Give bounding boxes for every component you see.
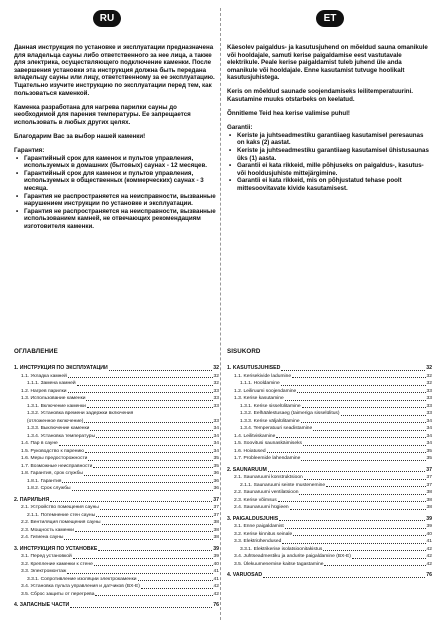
et-intro-section — [227, 44, 432, 193]
et-toc-entry — [227, 410, 432, 418]
et-toc-leader-dots — [268, 471, 425, 472]
et-toc-page-number: 42 — [426, 554, 432, 559]
ru-toc-leader-dots — [95, 595, 212, 596]
et-toc-leader-dots — [267, 452, 426, 453]
ru-toc-page-number: 34 — [213, 448, 219, 454]
ru-toc-leader-dots — [59, 445, 213, 446]
ru-toc-page-number: 36 — [213, 478, 219, 484]
ru-toc-leader-dots — [50, 501, 212, 502]
et-toc-entry — [227, 455, 432, 463]
et-toc-leader-dots — [313, 430, 425, 431]
ru-toc-page-number: 37 — [213, 496, 219, 503]
ru-toc-page-number: 34 — [213, 426, 219, 431]
ru-thanks-paragraph: Благодарим Вас за выбор нашей каменки! — [14, 132, 146, 140]
ru-toc-page-number: 38 — [213, 535, 219, 540]
ru-toc-leader-dots — [90, 430, 212, 431]
et-toc-page-number: 38 — [426, 490, 432, 495]
ru-toc-page-number: 37 — [213, 505, 219, 510]
ru-toc-leader-dots — [86, 400, 212, 401]
et-toc-leader-dots — [278, 501, 426, 502]
ru-toc-entry — [14, 591, 219, 599]
ru-toc-page-number: 38 — [213, 527, 219, 533]
ru-toc-entry-title: 1.6. Меры предосторожности — [21, 456, 88, 461]
ru-guarantee-item: • Гарантийный срок для каменок и пультов управления, используемых в общественных (коммерческих) саунах - 3 месяца. — [24, 170, 219, 193]
et-toc-leader-dots — [292, 377, 425, 378]
et-toc-leader-dots — [285, 528, 426, 529]
et-toc-page-number: 38 — [426, 505, 432, 510]
ru-toc-entry-title: 2.1.1. Потемнение стен сауны — [27, 512, 96, 518]
et-toc-leader-dots — [323, 550, 425, 551]
et-toc-entry — [227, 538, 432, 546]
et-toc-page-number: 37 — [426, 482, 432, 488]
et-toc-entry-title: 3. PAIGALDUSJUHIS — [227, 515, 279, 522]
ru-toc-entry-title: 1. ИНСТРУКЦИЯ ПО ЭКСПЛУАТАЦИИ — [14, 365, 108, 371]
ru-toc-leader-dots — [109, 370, 212, 371]
ru-toc-leader-dots — [77, 385, 213, 386]
ru-toc-page-number: 36 — [213, 486, 219, 491]
ru-toc-entry-title: 3.4. Установка пульта управления и датчиков (BX-E) — [21, 584, 140, 589]
ru-toc-leader-dots — [102, 524, 213, 525]
ru-toc-leader-dots — [84, 475, 213, 476]
ru-toc-leader-dots — [67, 573, 212, 574]
et-toc-entry-title: 1.3. Kerise kasutamine — [234, 396, 284, 401]
et-toc-leader-dots — [324, 565, 425, 566]
et-toc-entry — [227, 531, 432, 539]
et-toc-entry-title: 2.1. Saunaruumi konstruktsioon — [234, 475, 303, 480]
et-toc-entry — [227, 373, 432, 381]
et-toc-leader-dots — [279, 520, 425, 521]
et-table-of-contents — [227, 348, 432, 580]
ru-guarantee-item: • Гарантийный срок для каменок и пультов управления, используемых в домашних (бытовых) саунах - 12 месяцев. — [24, 155, 219, 170]
ru-toc-entry-title: 1.5. Руководство к парению — [21, 448, 84, 454]
ru-toc-entry-title: 3.1. Перед установкой — [21, 554, 72, 559]
ru-toc-leader-dots — [138, 580, 213, 581]
ru-toc-entry — [14, 553, 219, 561]
et-toc-entry-title: 2. SAUNARUUM — [227, 466, 267, 473]
et-toc-page-number: 37 — [426, 466, 432, 473]
et-toc-entry — [227, 482, 432, 490]
ru-toc-entry — [14, 388, 219, 396]
et-toc-entry-title: 1.5. Soovitusi saunaskäimiseks — [234, 441, 302, 446]
et-toc-entry — [227, 474, 432, 482]
ru-toc-entry — [14, 425, 219, 433]
ru-toc-page-number: 39 — [213, 554, 219, 559]
et-toc-page-number: 34 — [426, 426, 432, 431]
et-toc-page-number: 39 — [426, 524, 432, 529]
ru-toc-entry — [14, 497, 219, 505]
et-toc-entry — [227, 440, 432, 448]
et-toc-leader-dots — [293, 535, 425, 536]
et-toc-leader-dots — [299, 494, 425, 495]
et-toc-leader-dots — [285, 400, 426, 401]
ru-toc-entry — [14, 403, 219, 411]
et-toc-entry — [227, 489, 432, 497]
et-toc-leader-dots — [303, 445, 426, 446]
ru-toc-entry — [14, 410, 219, 418]
et-toc-entry-title: 1.6. Hoiatused — [234, 448, 266, 454]
ru-toc-entry — [14, 534, 219, 542]
ru-toc-entry-title: 1.8. Гарантия, срок службы — [21, 471, 83, 476]
et-toc-entry — [227, 546, 432, 554]
ru-intro-section — [14, 44, 219, 231]
ru-table-of-contents — [14, 348, 219, 610]
et-toc-entry — [227, 395, 432, 403]
et-guarantee-list — [227, 132, 432, 193]
ru-toc-page-number: 42 — [213, 584, 219, 589]
ru-toc-entry-title: 3. ИНСТРУКЦИЯ ПО УСТАНОВКЕ — [14, 545, 98, 552]
ru-toc-leader-dots — [88, 460, 212, 461]
et-toc-leader-dots — [276, 437, 425, 438]
et-toc-leader-dots — [302, 407, 426, 408]
et-toc-entry-title: 1.3.1. Kerise sisselülitamine — [240, 403, 301, 409]
et-guarantee-item: • Keriste ja juhtseadmestiku garantiiaeg kasutamisel peresaunas on kaks (2) aastat. — [237, 132, 432, 147]
ru-toc-page-number: 33 — [213, 396, 219, 401]
et-toc-page-number: 34 — [426, 441, 432, 446]
et-guarantee-item: • Keriste ja juhtseadmestiku garantiiaeg kasutamisel ühistusaunas üks (1) aasta. — [237, 147, 432, 162]
et-toc-page-number: 38 — [426, 497, 432, 503]
ru-toc-entry — [14, 365, 219, 373]
et-toc-page-number: 32 — [426, 381, 432, 386]
ru-toc-entry — [14, 561, 219, 569]
et-toc-entry — [227, 433, 432, 441]
ru-toc-entry-title: 1.8.2. Срок службы — [27, 486, 71, 491]
et-toc-entry-title: 1.4. Leilitviskamine — [234, 433, 276, 439]
et-toc-leader-dots — [290, 509, 426, 510]
et-intro-paragraph: Käesolev paigaldus- ja kasutusjuhend on mõeldud sauna omanikule või hooldajale, samuti kerise paigaldamise eest vastutavale elektrikule. Peale kerise paigaldamist tuleb juhend üle anda omanikule või hooldajale. Enne kasutamist tutvuge hoolikalt kasutusjuhistega. — [227, 44, 428, 82]
et-toc-entry-title: 2.4. Saunaruumi hügieen — [234, 505, 289, 510]
et-toc-entry-title: 1.1.1. Hooldamine — [240, 381, 280, 386]
ru-intro-paragraph: Данная инструкция по установке и эксплуатации предназначена для владельца сауны либо ответственного за нее лица, а также для электрика, осуществляющего подключение каменки. После завершения установки эта инструкция должна быть передана владельцу сауны или лицу, ответственному за ее эксплуатацию. Тщательно изучите инструкцию по эксплуатации перед тем, как пользоваться каменкой. — [14, 44, 215, 97]
ru-toc-entry-title: 1.2. Нагрев парилки — [21, 388, 67, 394]
ru-toc-entry-title: 1.3. Использование каменки — [21, 396, 86, 401]
et-toc-leader-dots — [352, 558, 426, 559]
ru-toc-page-number: 34 — [213, 441, 219, 446]
ru-toc-entry — [14, 568, 219, 576]
ru-toc-page-number: 33 — [213, 418, 219, 424]
ru-toc-entry — [14, 463, 219, 471]
et-toc-page-number: 33 — [426, 403, 432, 409]
ru-toc-page-number: 41 — [213, 569, 219, 574]
et-toc-entry — [227, 467, 432, 475]
ru-toc-page-number: 41 — [213, 576, 219, 582]
ru-toc-entry-title: 1.3.4. Установка температуры — [27, 433, 95, 439]
ru-guarantee-list — [14, 155, 219, 231]
et-toc-leader-dots — [281, 385, 426, 386]
ru-toc-leader-dots — [98, 550, 212, 551]
ru-toc-entry-title: 2. ПАРИЛЬНЯ — [14, 496, 50, 503]
ru-toc-page-number: 32 — [213, 381, 219, 386]
ru-toc-page-number: 35 — [213, 463, 219, 469]
et-toc-page-number: 33 — [426, 388, 432, 394]
ru-toc-entry-title: 1.1.1. Замена камней — [27, 381, 76, 386]
et-toc-entry-title: 1.7. Probleemide lahendamine — [234, 456, 301, 461]
et-toc-entry-title: 3.4. Juhtseadmestiku ja andurite paigaldamine (BX-E) — [234, 554, 351, 559]
ru-toc-page-number: 42 — [213, 591, 219, 597]
ru-toc-entry — [14, 527, 219, 535]
ru-toc-leader-dots — [75, 531, 213, 532]
ru-guarantee-item: • Гарантия не распространяется на неисправности, вызванные нарушением инструкции по установке и эксплуатации. — [24, 193, 219, 208]
et-toc-page-number: 41 — [426, 539, 432, 544]
et-toc-leader-dots — [326, 486, 425, 487]
et-toc-entry — [227, 497, 432, 505]
et-guarantee-heading: Garantii: — [227, 124, 253, 132]
et-toc-entry — [227, 365, 432, 373]
ru-toc-page-number: 37 — [213, 512, 219, 518]
ru-toc-page-number: 35 — [213, 456, 219, 461]
ru-toc-entry — [14, 519, 219, 527]
ru-toc-page-number: 32 — [213, 365, 219, 371]
ru-toc-entry — [14, 455, 219, 463]
ru-toc-leader-dots — [68, 392, 213, 393]
et-toc-page-number: 35 — [426, 448, 432, 454]
et-toc-entry — [227, 516, 432, 524]
et-toc-page-number: 40 — [426, 531, 432, 537]
ru-toc-page-number: 33 — [213, 403, 219, 409]
et-toc-entry-title: 2.2. Saunaruumi ventilatsioon — [234, 490, 299, 495]
ru-toc-page-number: 38 — [213, 520, 219, 525]
ru-toc-entry-title: 1.7. Возможные неисправности — [21, 463, 93, 469]
et-toc-entry — [227, 418, 432, 426]
ru-toc-leader-dots — [64, 539, 212, 540]
et-toc-leader-dots — [304, 479, 426, 480]
et-toc-page-number: 37 — [426, 475, 432, 480]
et-toc-entry — [227, 425, 432, 433]
ru-toc-entry-title: 1.3.1. Включение каменки — [27, 403, 86, 409]
et-guarantee-item: • Garantii ei kata rikkeid, mis on põhjustatud tehase poolt mittesoovitavate kivide kasutamisest. — [237, 177, 432, 192]
ru-toc-entry-title: 2.4. Гигиена сауны — [21, 535, 64, 540]
et-toc-entry — [227, 561, 432, 569]
et-toc-leader-dots — [341, 415, 426, 416]
ru-toc-entry-title: 2.3. Мощность каменки — [21, 527, 75, 533]
et-toc-entry-title: 1.2. Leiliruumi soojendamine — [234, 388, 297, 394]
ru-toc-leader-dots — [84, 422, 212, 423]
ru-toc-leader-dots — [96, 516, 212, 517]
et-toc-entry-title: 3.2. Kerise kinnitus seinale — [234, 531, 293, 537]
ru-toc-page-number: 32 — [213, 373, 219, 379]
ru-toc-entry — [14, 373, 219, 381]
et-toc-page-number: 34 — [426, 418, 432, 424]
et-toc-entry-title: 3.3. Elektriühendused — [234, 539, 282, 544]
ru-toc-entry-title: 3.3.1. Сопротивление изоляции электрокаменки — [27, 576, 137, 582]
et-toc-entry — [227, 572, 432, 580]
ru-toc-leader-dots — [73, 558, 213, 559]
ru-toc-entry — [14, 440, 219, 448]
ru-toc-entry — [14, 485, 219, 493]
ru-toc-leader-dots — [62, 482, 212, 483]
ru-toc-page-number: 33 — [213, 388, 219, 394]
ru-toc-entry — [14, 504, 219, 512]
ru-toc-entry — [14, 418, 219, 426]
ru-toc-entry-title: 3.5. Сброс защиты от перегрева — [21, 591, 95, 597]
ru-toc-entry — [14, 576, 219, 584]
ru-toc-leader-dots — [94, 565, 213, 566]
et-toc-page-number: 42 — [426, 561, 432, 567]
ru-toc-leader-dots — [70, 607, 212, 608]
ru-toc-page-number: 34 — [213, 433, 219, 439]
ru-toc-entry-title: 2.1. Устройство помещения сауны — [21, 505, 99, 510]
et-toc-entry — [227, 448, 432, 456]
et-toc-page-number: 33 — [426, 396, 432, 401]
ru-toc-entry — [14, 395, 219, 403]
ru-toc-page-number: 40 — [213, 561, 219, 567]
ru-toc-entry — [14, 380, 219, 388]
ru-purpose-paragraph: Каменка разработана для нагрева парилки сауны до необходимой для парения температуры. Ее запрещается использовать в любых других целях. — [14, 103, 191, 126]
et-purpose-paragraph: Keris on mõeldud saunade soojendamiseks leilitemperatuurini. Kasutamine muuks otstarbeks on keelatud. — [227, 88, 414, 104]
ru-toc-leader-dots — [72, 490, 213, 491]
et-thanks-paragraph: Õnnitleme Teid hea kerise valimise puhul! — [227, 110, 350, 118]
ru-toc-entry-title: 1.1. Укладка камней — [21, 373, 67, 379]
ru-toc-entry-title: 2.2. Вентиляция помещения сауны — [21, 520, 101, 525]
et-toc-entry-title: 2.1.1. Saunaruumi seinte mustenemine — [240, 482, 326, 488]
ru-toc-entry — [14, 478, 219, 486]
et-toc-entry — [227, 403, 432, 411]
ru-toc-entry — [14, 448, 219, 456]
language-badge-et: ET — [316, 10, 344, 27]
et-toc-entry-title: 1.3.2. Eelhäälestusaeg (taimeriga sisselülitus) — [240, 411, 340, 416]
et-toc-entry — [227, 523, 432, 531]
et-toc-entry-title: 1.3.4. Temperatuuri seadistamine — [240, 426, 313, 431]
et-toc-page-number: 33 — [426, 411, 432, 416]
et-toc-page-number: 32 — [426, 365, 432, 371]
ru-toc-entry — [14, 433, 219, 441]
et-toc-leader-dots — [263, 577, 425, 578]
et-toc-leader-dots — [301, 460, 425, 461]
et-toc-page-number: 76 — [426, 572, 432, 578]
ru-guarantee-item: • Гарантия не распространяется на неисправности, вызванные использованием камней, не отвечающих рекомендациям изготовителя каменки. — [24, 208, 219, 231]
et-toc-page-number: 35 — [426, 456, 432, 461]
et-toc-entry — [227, 553, 432, 561]
ru-toc-entry — [14, 470, 219, 478]
et-toc-entry-title: 3.5. Ülekuumenemise kaitse tagastamine — [234, 561, 324, 567]
ru-toc-entry-title: 1.3.2. Установка времени задержки включения — [27, 411, 134, 416]
et-toc-title: SISUKORD — [227, 348, 261, 355]
ru-toc-page-number: 39 — [213, 545, 219, 552]
et-guarantee-item: • Garantii ei kata rikkeid, mille põhjuseks on paigaldus-, kasutus- või hooldusjuhiste mittejärgimine. — [237, 162, 432, 177]
ru-toc-entry — [14, 583, 219, 591]
et-toc-entry-title: 3.3.1. Elektrikerise isolatsioonitakistus — [240, 546, 323, 552]
et-toc-entry-title: 4. VARUOSAD — [227, 572, 263, 578]
ru-toc-leader-dots — [85, 452, 213, 453]
et-toc-leader-dots — [282, 543, 425, 544]
et-toc-entry-title: 1.3.3. Kerise väljalülitamine — [240, 418, 300, 424]
ru-toc-leader-dots — [141, 588, 213, 589]
ru-toc-leader-dots — [87, 407, 213, 408]
et-toc-entry — [227, 380, 432, 388]
et-toc-entry-title: 3.1. Enne paigaldamist — [234, 524, 284, 529]
ru-toc-entry-title: 3.3. Электромонтаж — [21, 569, 67, 574]
ru-toc-page-number: 76 — [213, 602, 219, 608]
ru-toc-leader-dots — [96, 437, 213, 438]
et-toc-leader-dots — [281, 370, 425, 371]
et-toc-entry-title: 1.1. Kerisekivide ladumine — [234, 373, 292, 379]
ru-toc-page-number: 36 — [213, 471, 219, 476]
et-toc-entry-title: 1. KASUTUSJUHISED — [227, 365, 281, 371]
et-toc-entry — [227, 388, 432, 396]
et-toc-entry-title: 2.3. Kerise võimsus — [234, 497, 277, 503]
ru-toc-entry — [14, 546, 219, 554]
ru-toc-title: ОГЛАВЛЕНИЕ — [14, 348, 58, 355]
ru-toc-entry-title: 4. ЗАПАСНЫЕ ЧАСТИ — [14, 602, 70, 608]
ru-toc-leader-dots — [93, 467, 212, 468]
ru-toc-entry-title: 1.8.1. Гарантия — [27, 478, 62, 484]
et-toc-page-number: 32 — [426, 373, 432, 379]
ru-toc-entry — [14, 512, 219, 520]
et-toc-leader-dots — [297, 392, 425, 393]
language-badge-ru: RU — [93, 10, 121, 27]
et-toc-page-number: 42 — [426, 546, 432, 552]
et-toc-leader-dots — [301, 422, 426, 423]
ru-toc-entry-title: 1.4. Пар в сауне — [21, 441, 58, 446]
ru-guarantee-heading: Гарантия: — [14, 147, 45, 155]
column-divider — [220, 8, 221, 620]
ru-toc-entry — [14, 602, 219, 610]
ru-toc-entry-title: 3.2. Крепление каменки к стене — [21, 561, 93, 567]
ru-toc-entry-title: (отложенное включение) — [27, 418, 84, 424]
ru-toc-leader-dots — [68, 377, 213, 378]
et-toc-entry — [227, 504, 432, 512]
ru-toc-entry-title: 1.3.3. Выключение каменки — [27, 426, 90, 431]
ru-toc-leader-dots — [100, 509, 213, 510]
et-toc-page-number: 34 — [426, 433, 432, 439]
et-toc-page-number: 39 — [426, 515, 432, 522]
